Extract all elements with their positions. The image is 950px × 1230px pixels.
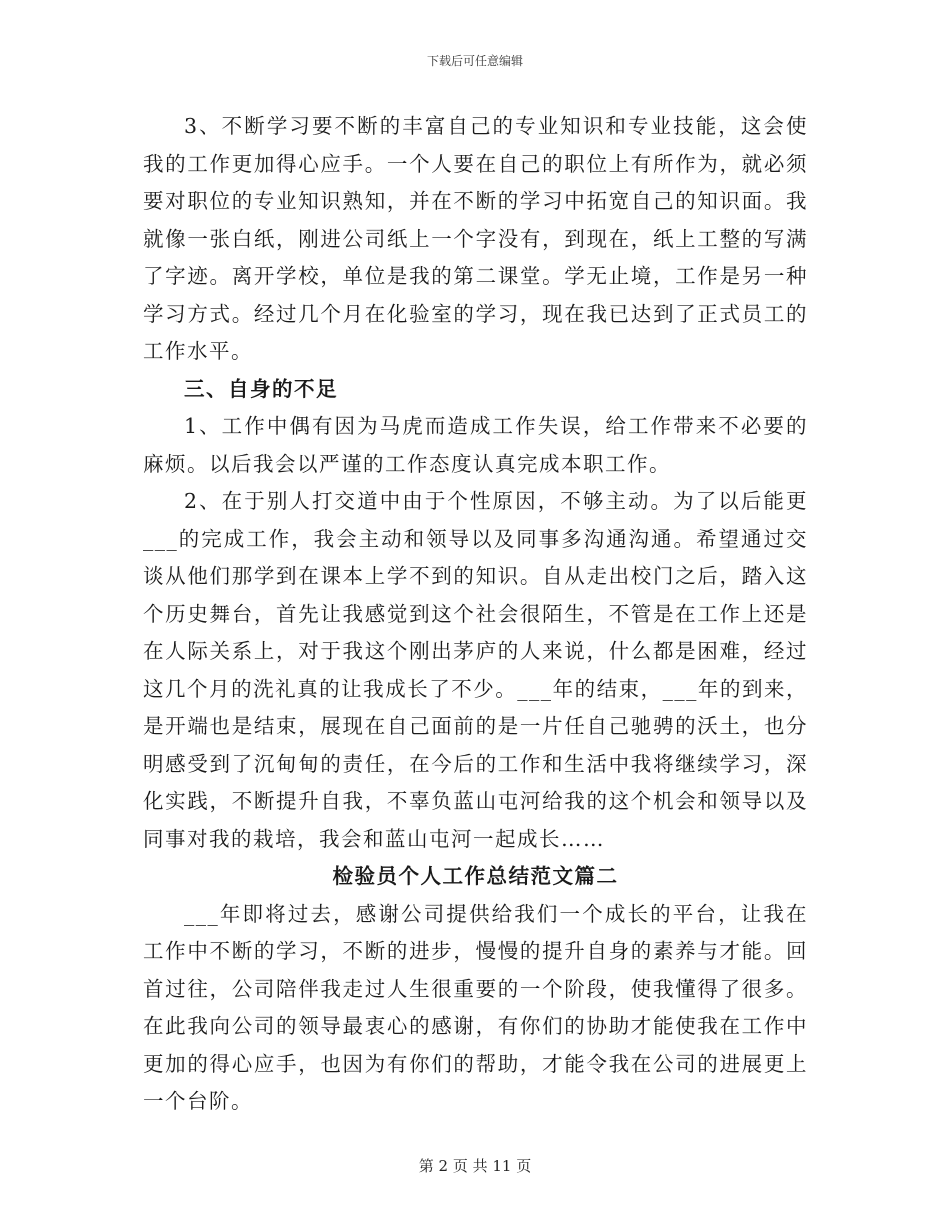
section-heading-shortcomings: 三、自身的不足	[184, 376, 338, 401]
paragraph-continuous-learning: 3、不断学习要不断的丰富自己的专业知识和专业技能，这会使我的工作更加得心应手。一个人要在自己的职位上有所作为，就必须要对职位的专业知识熟知，并在不断的学习中拓宽自己的知识面。我就像一张白纸，刚进公司纸上一个字没有，到现在，纸上工整的写满了字迹。离开学校，单位是我的第二课堂。学无止境，工作是另一种学习方式。经过几个月在化验室的学习，现在我已达到了正式员工的工作水平。	[143, 114, 808, 363]
paragraph-intro-part-two: ___年即将过去，感谢公司提供给我们一个成长的平台，让我在工作中不断的学习，不断的进步，慢慢的提升自身的素养与才能。回首过往，公司陪伴我走过人生很重要的一个阶段，使我懂得了很多。在此我向公司的领导最衷心的感谢，有你们的协助才能使我在工作中更加的得心应手，也因为有你们的帮助，才能令我在公司的进展更上一个台阶。	[143, 901, 808, 1113]
page-header: 下载后可任意编辑	[426, 54, 523, 68]
article-title-part-two: 检验员个人工作总结范文篇二	[332, 864, 619, 888]
paragraph-shortcoming-2: 2、在于别人打交道中由于个性原因，不够主动。为了以后能更___的完成工作，我会主动和领导以及同事多沟通沟通。希望通过交谈从他们那学到在课本上学不到的知识。自从走出校门之后，踏入这个历史舞台，首先让我感觉到这个社会很陌生，不管是在工作上还是在人际关系上，对于我这个刚出茅庐的人来说，什么都是困难，经过这几个月的洗礼真的让我成长了不少。___年的结束，___年的到来，是开端也是结束，展现在自己面前的是一片任自己驰骋的沃土，也分明感受到了沉甸甸的责任，在今后的工作和生活中我将继续学习，深化实践，不断提升自我，不辜负蓝山屯河给我的这个机会和领导以及同事对我的栽培，我会和蓝山屯河一起成长……	[143, 489, 808, 851]
document-body	[143, 108, 808, 1121]
page-footer: 第 2 页 共 11 页	[418, 1157, 532, 1175]
paragraph-shortcoming-1: 1、工作中偶有因为马虎而造成工作失误，给工作带来不必要的麻烦。以后我会以严谨的工作态度认真完成本职工作。	[143, 414, 808, 476]
